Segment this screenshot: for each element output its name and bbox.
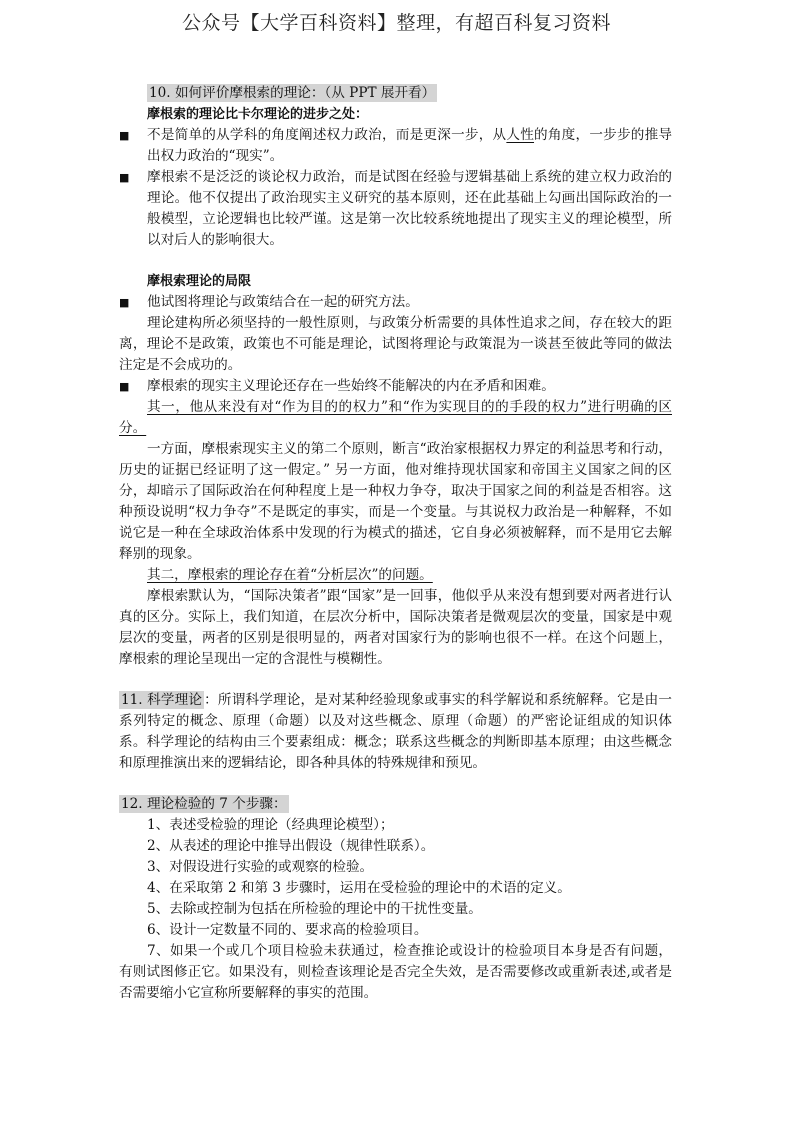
step-item: 6、设计一定数量不同的、要求高的检验项目。 — [147, 922, 428, 938]
bullet-item: ■ 他试图将理论与政策结合在一起的研究方法。 — [119, 292, 672, 313]
paragraph: 一方面，摩根索现实主义的第二个原则，断言“政治家根据权力界定的利益思考和行动，历史的证据已经证明了这一假定。” 另一方面，他对维持现状国家和帝国主义国家之间的区分，却暗示了国际政治在何种程度上是一种权力争夺，取决于国家之间的利益是否相容。这种预设说明“权力争夺”不是既定的事实，而是一个变量。与其说权力政治是一种解释，不如说它是一种在全球政治体系中发现的行为模式的描述，它自身必须被解释，而不是用它去解释别的现象。 — [119, 441, 672, 562]
section-11: 11. 科学理论 ：所谓科学理论，是对某种经验现象或事实的科学解说和系统解释。它是由一系列特定的概念、原理（命题）以及对这些概念、原理（命题）的严密论证组成的知识体系。科学理论的结构由三个要素组成：概念；联系这些概念的判断即基本原理；由这些概念和原理推演出来的逻辑结论，即各种具体的特殊规律和预见。 — [119, 692, 672, 771]
bullet-item: ■ 不是简单的从学科的角度阐述权力政治，而是更深一步，从人性的角度，一步步的推导出权力政治的“现实”。 — [119, 127, 673, 164]
bullet-square-icon: ■ — [119, 380, 130, 393]
bullet-square-icon: ■ — [119, 171, 130, 184]
document-body — [119, 83, 672, 1004]
step-item: 5、去除或控制为包括在所检验的理论中的干扰性变量。 — [147, 901, 482, 917]
step-item: 1、表述受检验的理论（经典理论模型）； — [147, 817, 394, 833]
bullet-item: ■ 摩根索的现实主义理论还存在一些始终不能解决的内在矛盾和困难。 — [119, 376, 672, 397]
step-item: 4、在采取第 2 和第 3 步骤时，运用在受检验的理论中的术语的定义。 — [147, 880, 571, 896]
paragraph: 理论建构所必须坚持的一般性原则，与政策分析需要的具体性追求之间，存在较大的距离，理论不是政策，政策也不可能是理论，试图将理论与政策混为一谈甚至彼此等同的做法注定是不会成功的。 — [119, 315, 672, 373]
paragraph: 摩根索默认为，“国际决策者”跟“国家”是一回事，他似乎从来没有想到要对两者进行认真的区分。实际上，我们知道，在层次分析中，国际决策者是微观层次的变量，国家是中观层次的变量，两者的区别是很明显的，两者对国家行为的影响也很不一样。在这个问题上，摩根索的理论呈现出一定的含混性与模糊性。 — [119, 588, 672, 667]
bullet-square-icon: ■ — [119, 296, 130, 309]
step-item: 3、对假设进行实验的或观察的检验。 — [147, 859, 374, 875]
step-item: 7、如果一个或几个项目检验未获通过，检查推论或设计的检验项目本身是否有问题，有则试图修正它。如果没有，则检查该理论是否完全失效，是否需要修改或重新表述,或者是否需要缩小它宣称所要解释的事实的范围。 — [119, 943, 672, 1001]
bullet-item: ■ 摩根索不是泛泛的谈论权力政治，而是试图在经验与逻辑基础上系统的建立权力政治的理论。他不仅提出了政治现实主义研究的基本原则，还在此基础上勾画出国际政治的一般模型，立论逻辑也比较严谨。这是第一次比较系统地提出了现实主义的理论模型，所以对后人的影响很大。 — [119, 169, 672, 248]
section-12-heading: 12. 理论检验的 7 个步骤： — [121, 796, 287, 812]
subheading-limits: 摩根索理论的局限 — [147, 274, 252, 289]
section-10-heading: 10. 如何评价摩根索的理论：（从 PPT 展开看） — [149, 85, 436, 101]
page-header: 公众号【大学百科资料】整理，有超百科复习资料 — [181, 12, 611, 34]
section-11-heading: 11. 科学理论 — [121, 692, 203, 708]
bullet-square-icon: ■ — [119, 129, 130, 142]
underlined-point-2: 其二，摩根索的理论存在着“分析层次”的问题。 — [147, 567, 433, 583]
subheading-progress: 摩根索的理论比卡尔理论的进步之处： — [147, 107, 369, 122]
step-item: 2、从表述的理论中推导出假设（规律性联系）。 — [147, 838, 435, 854]
underlined-point-1: 其一，他从来没有对“作为目的的权力”和“作为实现目的的手段的权力”进行明确的区分。 — [119, 399, 672, 436]
